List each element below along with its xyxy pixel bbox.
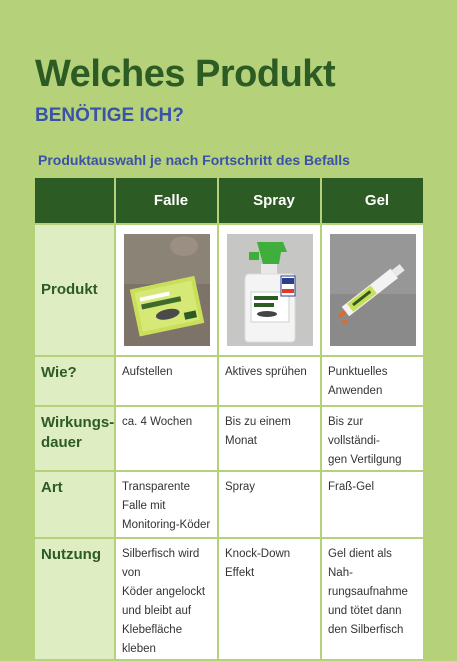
page-subtitle: BENÖTIGE ICH? (35, 105, 184, 126)
cell-text: Knock-Down Effekt (225, 548, 291, 579)
column-header-gel (321, 177, 424, 224)
row-label-text: Nutzung (41, 546, 101, 563)
row-label-wirkungsdauer (34, 406, 115, 471)
product-comparison-table (33, 176, 425, 661)
header-corner (34, 177, 115, 224)
table-cell (218, 471, 321, 538)
product-image-gel-cell (321, 224, 424, 356)
cell-text: Transparente Falle mit Monitoring-Köder (122, 481, 211, 531)
product-image-gel (330, 234, 416, 346)
table-cell (218, 538, 321, 660)
row-label-text: Art (41, 479, 63, 496)
table-row-wirkungsdauer (34, 406, 424, 471)
product-image-spray-cell (218, 224, 321, 356)
table-cell (115, 471, 218, 538)
table-row-art (34, 471, 424, 538)
table-cell (321, 406, 424, 471)
row-label-produkt (34, 224, 115, 356)
table-cell (321, 538, 424, 660)
cell-text: Bis zu einem Monat (225, 416, 291, 447)
table-row-wie (34, 356, 424, 406)
cell-text: Bis zur vollständi- gen Vertilgung (328, 416, 402, 466)
cell-text: Spray (225, 481, 256, 493)
row-label-text: Produkt (41, 281, 98, 298)
row-label-text: Wie? (41, 364, 77, 381)
row-label-wie (34, 356, 115, 406)
cell-text: Aktives sprühen (225, 366, 307, 378)
table-row-nutzung (34, 538, 424, 660)
column-header-label: Falle (153, 192, 189, 209)
cell-text: Punktuelles Anwenden (328, 366, 388, 397)
cell-text: Silberfisch wird von Köder angelockt und bleibt auf Klebefläche kleben (122, 548, 206, 655)
table-cell (115, 356, 218, 406)
cell-text: ca. 4 Wochen (122, 416, 193, 428)
column-header-spray (218, 177, 321, 224)
product-image-falle-cell (115, 224, 218, 356)
row-label-text: Wirkungs- dauer (41, 414, 115, 451)
table-cell (218, 406, 321, 471)
cell-text: Fraß-Gel (328, 481, 374, 493)
page-title: Welches Produkt (35, 53, 336, 95)
column-header-falle (115, 177, 218, 224)
table-cell (115, 406, 218, 471)
table-header-row (34, 177, 424, 224)
cell-text: Gel dient als Nah- rungsaufnahme und tötet dann den Silberfisch (328, 548, 408, 636)
table-row-produkt (34, 224, 424, 356)
table-cell (218, 356, 321, 406)
table-cell (115, 538, 218, 660)
column-header-label: Gel (364, 192, 390, 209)
column-header-label: Spray (253, 192, 295, 209)
row-label-nutzung (34, 538, 115, 660)
row-label-art (34, 471, 115, 538)
table-caption: Produktauswahl je nach Fortschritt des Befalls (38, 152, 350, 168)
product-image-spray (227, 234, 313, 346)
table-cell (321, 356, 424, 406)
product-image-falle (124, 234, 210, 346)
table-cell (321, 471, 424, 538)
cell-text: Aufstellen (122, 366, 173, 378)
